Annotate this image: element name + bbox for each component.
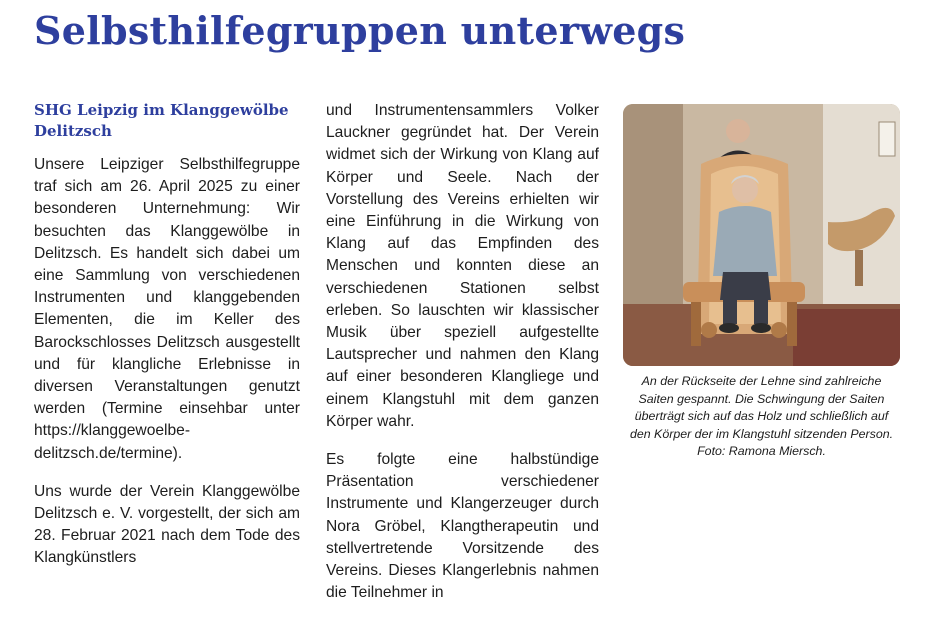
article-subtitle: SHG Leipzig im Klanggewölbe Delitzsch	[34, 101, 289, 140]
article-photo	[623, 104, 900, 366]
paragraph: Unsere Leipziger Selbsthilfegruppe traf sich am 26. April 2025 zu einer besonderen Unternehmung: Wir besuchten das Klanggewölbe in Delitzsch. Es handelt sich dabei um eine Sammlung von verschiedenen Instrumenten und klanggebenden Elementen, die im Keller des Barockschlosses Delitzsch ausgestellt und für klangliche Erlebnisse in diversen Veranstaltungen genutzt werden (Termine einsehbar unter https://klanggewoelbe-delitzsch.de/termine).	[34, 156, 300, 462]
paragraph: und Instrumentensammlers Volker Lauckner gegründet hat. Der Verein widmet sich der Wirkung von Klang auf Körper und Seele. Nach der Vorstellung des Vereins erhielten wir eine Einführung in die Wirkung von Klang auf das Empfinden des Menschen und konnten diese an verschiedenen Stationen selbst erleben. So lauschten wir klassischer Musik über speziell aufgestellte Lautsprecher und nahmen den Klang auf einer besonderen Klangliege und einem Klangstuhl mit dem ganzen Körper wahr.	[326, 102, 599, 430]
paragraph: Es folgte eine halbstündige Präsentation verschiedener Instrumente und Klangerzeuger durch Nora Gröbel, Klangtherapeutin und stellvertretende Vorsitzende des Vereins. Dieses Klangerlebnis nahmen die Teilnehmer in	[326, 451, 599, 602]
photo-caption: An der Rückseite der Lehne sind zahlreiche Saiten gespannt. Die Schwingung der Saiten überträgt sich auf das Holz und schließlich auf den Körper der im Klangstuhl sitzenden Person. Foto: Ramona Miersch.	[629, 374, 894, 459]
photo-illustration	[623, 104, 900, 366]
paragraph: Uns wurde der Verein Klanggewölbe Delitzsch e. V. vorgestellt, der sich am 28. Februar 2021 nach dem Tode des Klangkünstlers	[34, 482, 300, 567]
article-title: Selbsthilfegruppen unterwegs	[34, 8, 686, 53]
text-column-1	[34, 92, 300, 586]
text-column-2	[326, 100, 599, 620]
